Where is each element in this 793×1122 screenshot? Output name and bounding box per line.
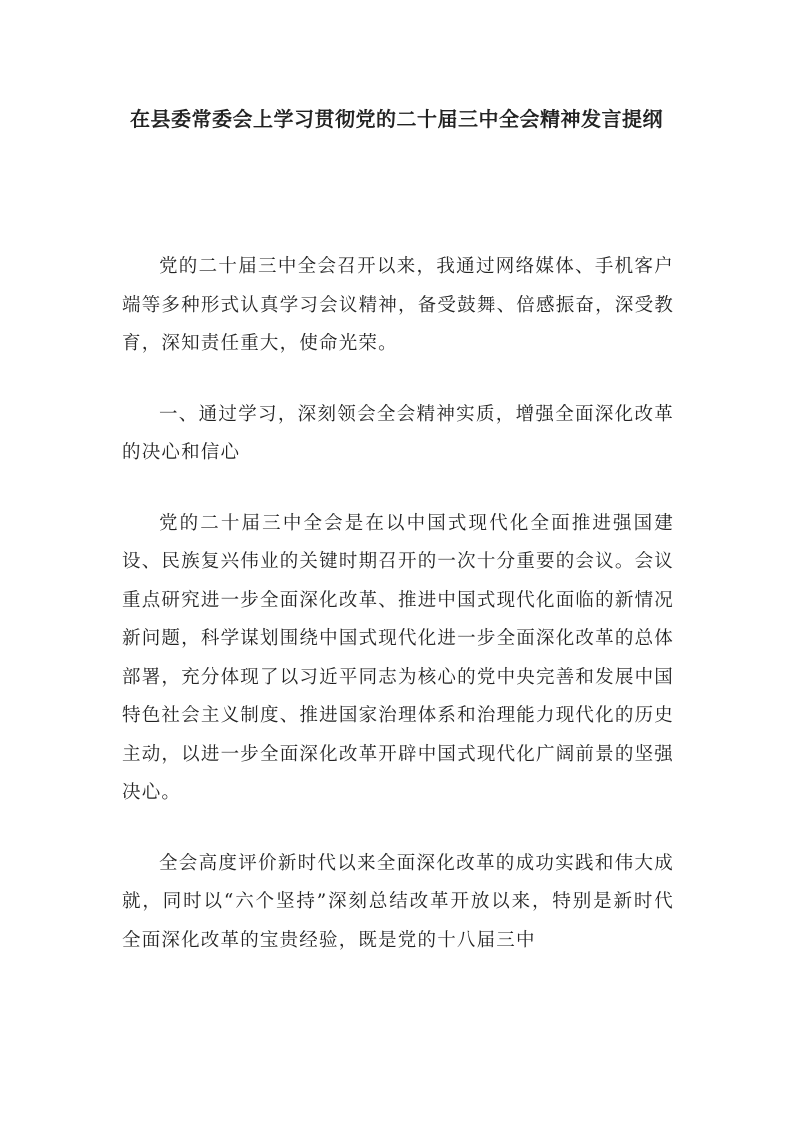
paragraph-plenum-significance: 党的二十届三中全会是在以中国式现代化全面推进强国建设、民族复兴伟业的关键时期召开的一次十分重要的会议。会议重点研究进一步全面深化改革、推进中国式现代化面临的新情况新问题，科学谋划围绕中国式现代化进一步全面深化改革的总体部署，充分体现了以习近平同志为核心的党中央完善和发展中国特色社会主义制度、推进国家治理体系和治理能力现代化的历史主动，以进一步全面深化改革开辟中国式现代化广阔前景的坚强决心。 — [122, 512, 674, 803]
paragraph-intro: 党的二十届三中全会召开以来，我通过网络媒体、手机客户端等多种形式认真学习会议精神，备受鼓舞、倍感振奋，深受教育，深知责任重大，使命光荣。 — [122, 256, 674, 354]
document-title: 在县委常委会上学习贯彻党的二十届三中全会精神发言提纲 — [130, 107, 663, 131]
paragraph-reform-achievements: 全会高度评价新时代以来全面深化改革的成功实践和伟大成就，同时以“六个坚持”深刻总结改革开放以来，特别是新时代全面深化改革的宝贵经验，既是党的十八届三中 — [122, 852, 674, 951]
document-body — [122, 248, 674, 992]
section-heading-1: 一、通过学习，深刻领会全会精神实质，增强全面深化改革的决心和信心 — [122, 403, 674, 463]
